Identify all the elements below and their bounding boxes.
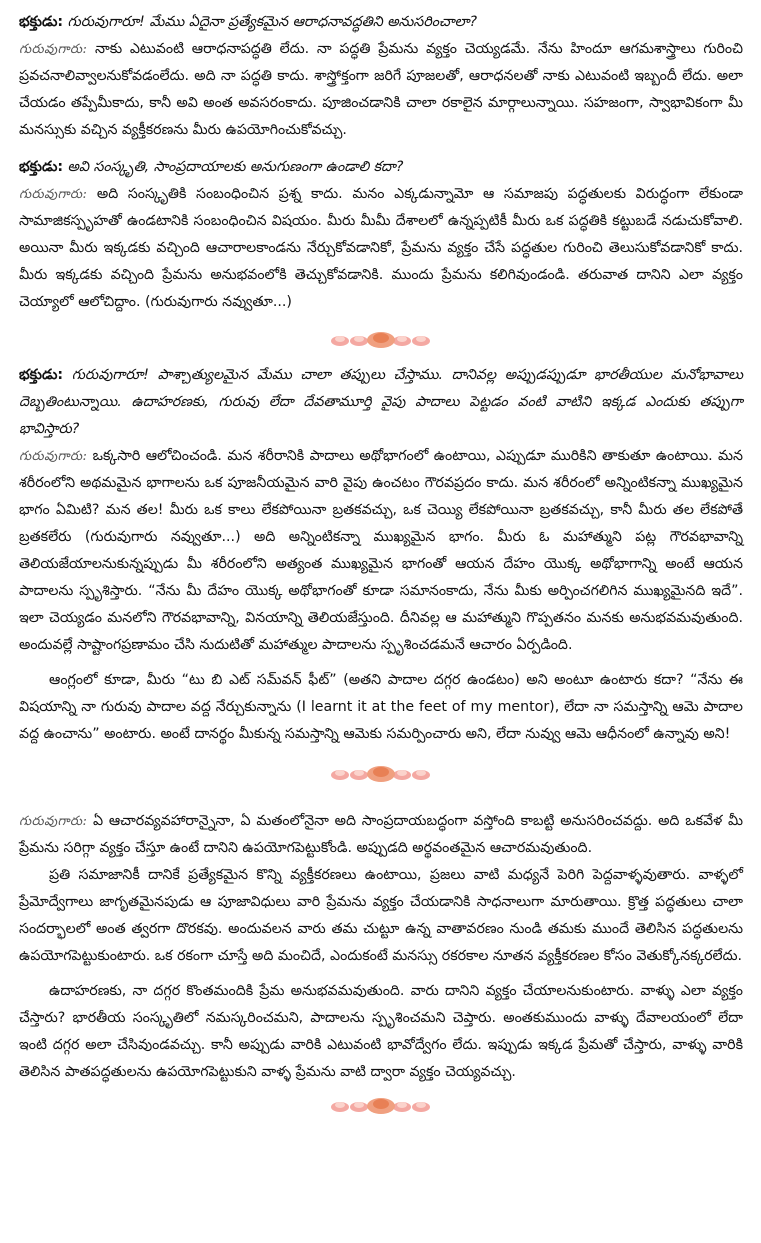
answer-text: అది సంస్కృతికి సంబంధించిన ప్రశ్న కాదు. మనం ఎక్కడున్నామో ఆ సమాజపు పద్ధతులకు విరుద్ధంగా లేకుండా సామాజికస్పృహతో ఉండటానికి సంబంధించిన విషయం. మీరు మీమీ దేశాలలో ఉన్నప్పటికీ మీరు ఒక పద్ధతికి కట్టుబడే నడుచుకోవాలి. అయినా మీరు ఇక్కడకు వచ్చింది ఆచారాలకాండను నేర్చుకోవడానికో, ప్రేమను వ్యక్తం చేసే పద్ధతుల గురించి తెలుసుకోవడానికో కాదు. మీరు ఇక్కడకు వచ్చింది ప్రేమను అనుభవంలోకి తెచ్చుకోవడానికి. ముందు ప్రేమను కలిగివుండండి. తరువాత దానిని ఎలా వ్యక్తం చెయ్యాలో ఆలోచిద్దాం. (గురువుగారు నవ్వుతూ...)	[19, 186, 743, 310]
question-text: అవి సంస్కృతి, సాంప్రదాయాలకు అనుగుణంగా ఉండాలి కదా?	[63, 159, 404, 175]
devotee-label: భక్తుడు:	[19, 14, 64, 30]
devotee-question	[19, 0, 743, 36]
guru-label: గురువుగారు:	[19, 449, 88, 464]
devotee-question	[19, 154, 743, 181]
lotus-flowers-icon	[19, 764, 743, 784]
guru-answer	[19, 181, 743, 316]
lotus-flowers-icon	[19, 330, 743, 350]
answer-text: ఏ ఆచారవ్యవహారాన్నైనా, ఏ మతంలోనైనా అది సాంప్రదాయబద్ధంగా వస్తోంది కాబట్టి అనుసరించవద్దు. అది ఒకవేళ మీ ప్రేమను సరిగ్గా వ్యక్తం చేస్తూ ఉంటే దానిని ఉపయోగపెట్టుకోండి. అప్పుడది అర్థవంతమైన ఆచారమవుతుంది.	[19, 813, 743, 856]
lotus-flowers-icon	[19, 1096, 743, 1116]
devotee-question	[19, 362, 743, 443]
devotee-label: భక్తుడు:	[19, 159, 64, 175]
guru-label: గురువుగారు:	[19, 42, 88, 57]
answer-text: నాకు ఎటువంటి ఆరాధనాపద్ధతి లేదు. నా పద్ధతి ప్రేమను వ్యక్తం చెయ్యడమే. నేను హిందూ ఆగమశాస్త్రాలు గురించి ప్రవచనాలివ్వాలనుకోవడంలేదు. అది నా పద్ధతి కాదు. శాస్త్రోక్తంగా జరిగే పూజలతో, ఆరాధనలతో నాకు ఎటువంటి ఇబ్బందీ లేదు. అలా చేయడం తప్పేమీకాదు, కానీ అవి అంత అవసరంకాదు. పూజించడానికి చాలా రకాలైన మార్గాలున్నాయి. సహజంగా, స్వాభావికంగా మీ మనస్సుకు వచ్చిన వ్యక్తీకరణను మీరు ఉపయోగించుకోవచ్చు.	[19, 41, 743, 138]
question-text: గురువుగారూ! మేము ఏదైనా ప్రత్యేకమైన ఆరాధనావద్ధతిని అనుసరించాలా?	[63, 14, 478, 30]
guru-answer	[19, 443, 743, 659]
guru-answer	[19, 36, 743, 144]
guru-label: గురువుగారు:	[19, 187, 88, 202]
answer-text: ఒక్కసారి ఆలోచించండి. మన శరీరానికి పాదాలు అథోభాగంలో ఉంటాయి, ఎప్పుడూ మురికిని తాకుతూ ఉంటాయి. మన శరీరంలోని అథమమైన భాగాలను ఒక పూజనీయమైన వారి వైపు ఉంచటం గౌరవప్రదం కాదు. మన శరీరంలో అన్నింటికన్నా ముఖ్యమైన భాగం ఏమిటి? మన తల! మీరు ఒక కాలు లేకపోయినా బ్రతకవచ్చు, ఒక చెయ్యి లేకపోయినా బ్రతకవచ్చు, కానీ మీరు తల లేకపోతే బ్రతకలేరు (గురువుగారు నవ్వుతూ...) అది అన్నింటికన్నా ముఖ్యమైన భాగం. మీరు ఓ మహాత్ముని పట్ల గౌరవభావాన్ని తెలియజేయాలనుకున్నప్పుడు మీ శరీరంలోని అత్యంత ముఖ్యమైన భాగంతో ఆయన దేహం యొక్క అథోభాగాన్ని అంటే ఆయన పాదాలను స్పృశిస్తారు. “నేను మీ దేహం యొక్క అథోభాగంతో కూడా సమానంకాదు, నేను మీకు అర్పించగలిగిన ముఖ్యమైనది ఇదే”. ఇలా చెయ్యడం మనలోని గౌరవభావాన్ని, వినయాన్ని తెలియజేస్తుంది. దీనివల్ల ఆ మహాత్ముని గొప్పతనం మనకు అనుభవమవుతుంది. అందువల్లే సాష్టాంగప్రణామం చేసి నుదుటితో మహాత్ముల పాదాలను స్పృశించడమనే ఆచారం ఏర్పడింది.	[19, 448, 743, 653]
answer-paragraph: ఉదాహరణకు, నా దగ్గర కొంతమందికి ప్రేమ అనుభవమవుతుంది. వారు దానిని వ్యక్తం చేయాలనుకుంటారు. వాళ్ళు ఎలా వ్యక్తం చేస్తారు? భారతీయ సంస్కృతిలో నమస్కరించమని, పాదాలను స్పృశించమని చెప్తారు. అంతకుముందు వాళ్ళు దేవాలయంలో లేదా ఇంటి దగ్గర అలా చేసివుండవచ్చు. కానీ అప్పుడు వారికి ఎటువంటి భావోద్వేగం లేదు. ఇప్పుడు ఇక్కడ ప్రేమతో చేస్తారు, వాళ్ళు వారికి తెలిసిన పాతపద్ధతులను ఉపయోగపెట్టుకుని వాళ్ళ ప్రేమను వాటి ద్వారా వ్యక్తం చెయ్యవచ్చు.	[19, 983, 743, 1080]
guru-answer	[19, 808, 743, 862]
answer-paragraph: ఆంగ్లంలో కూడా, మీరు “టు బి ఎట్ సమ్‌వన్ ఫీట్” (అతని పాదాల దగ్గర ఉండటం) అని అంటూ ఉంటారు కదా? “నేను ఈ విషయాన్ని నా గురువు పాదాల వద్ద నేర్చుకున్నాను (I learnt it at the feet of my mentor), లేదా నా సమస్తాన్ని ఆమె పాదాల వద్ద ఉంచాను” అంటారు. అంటే దానర్థం మీకున్న సమస్తాన్ని ఆమెకు సమర్పించారు అని, లేదా నువ్వు ఆమె ఆధీనంలో ఉన్నావు అని!	[19, 672, 743, 742]
guru-label: గురువుగారు:	[19, 814, 88, 829]
answer-paragraph: ప్రతి సమాజానికీ దానికే ప్రత్యేకమైన కొన్ని వ్యక్తీకరణలు ఉంటాయి, ప్రజలు వాటి మధ్యనే పెరిగి పెద్దవాళ్ళవుతారు. వాళ్ళలో ప్రేమోద్వేగాలు జాగృతమైనపుడు ఆ పూజావిధులు వారి ప్రేమను వ్యక్తం చేయడానికి సాధనాలుగా మారుతాయి. క్రొత్త పద్ధతులు చాలా సందర్భాలలో అంత త్వరగా దొరకవు. అందువలన వారు తమ చుట్టూ ఉన్న వాతావరణం నుండి తమకు ముందే తెలిసిన పద్ధతులను ఉపయోగపెట్టుకుంటారు. ఒక రకంగా చూస్తే అది మంచిదే, ఎందుకంటే మనస్సు రకరకాల నూతన వ్యక్తీకరణల కోసం వెతుక్కోనక్కరలేదు.	[19, 867, 743, 964]
question-text: గురువుగారూ! పాశ్చాత్యులమైన మేము చాలా తప్పులు చేస్తాము. దానివల్ల అప్పుడప్పుడూ భారతీయుల మనోభావాలు దెబ్బతింటున్నాయి. ఉదాహరణకు, గురువు లేదా దేవతామూర్తి వైపు పాదాలు పెట్టడం వంటి వాటిని ఇక్కడ ఎందుకు తప్పుగా భావిస్తారు?	[19, 367, 743, 437]
devotee-label: భక్తుడు:	[19, 367, 64, 383]
